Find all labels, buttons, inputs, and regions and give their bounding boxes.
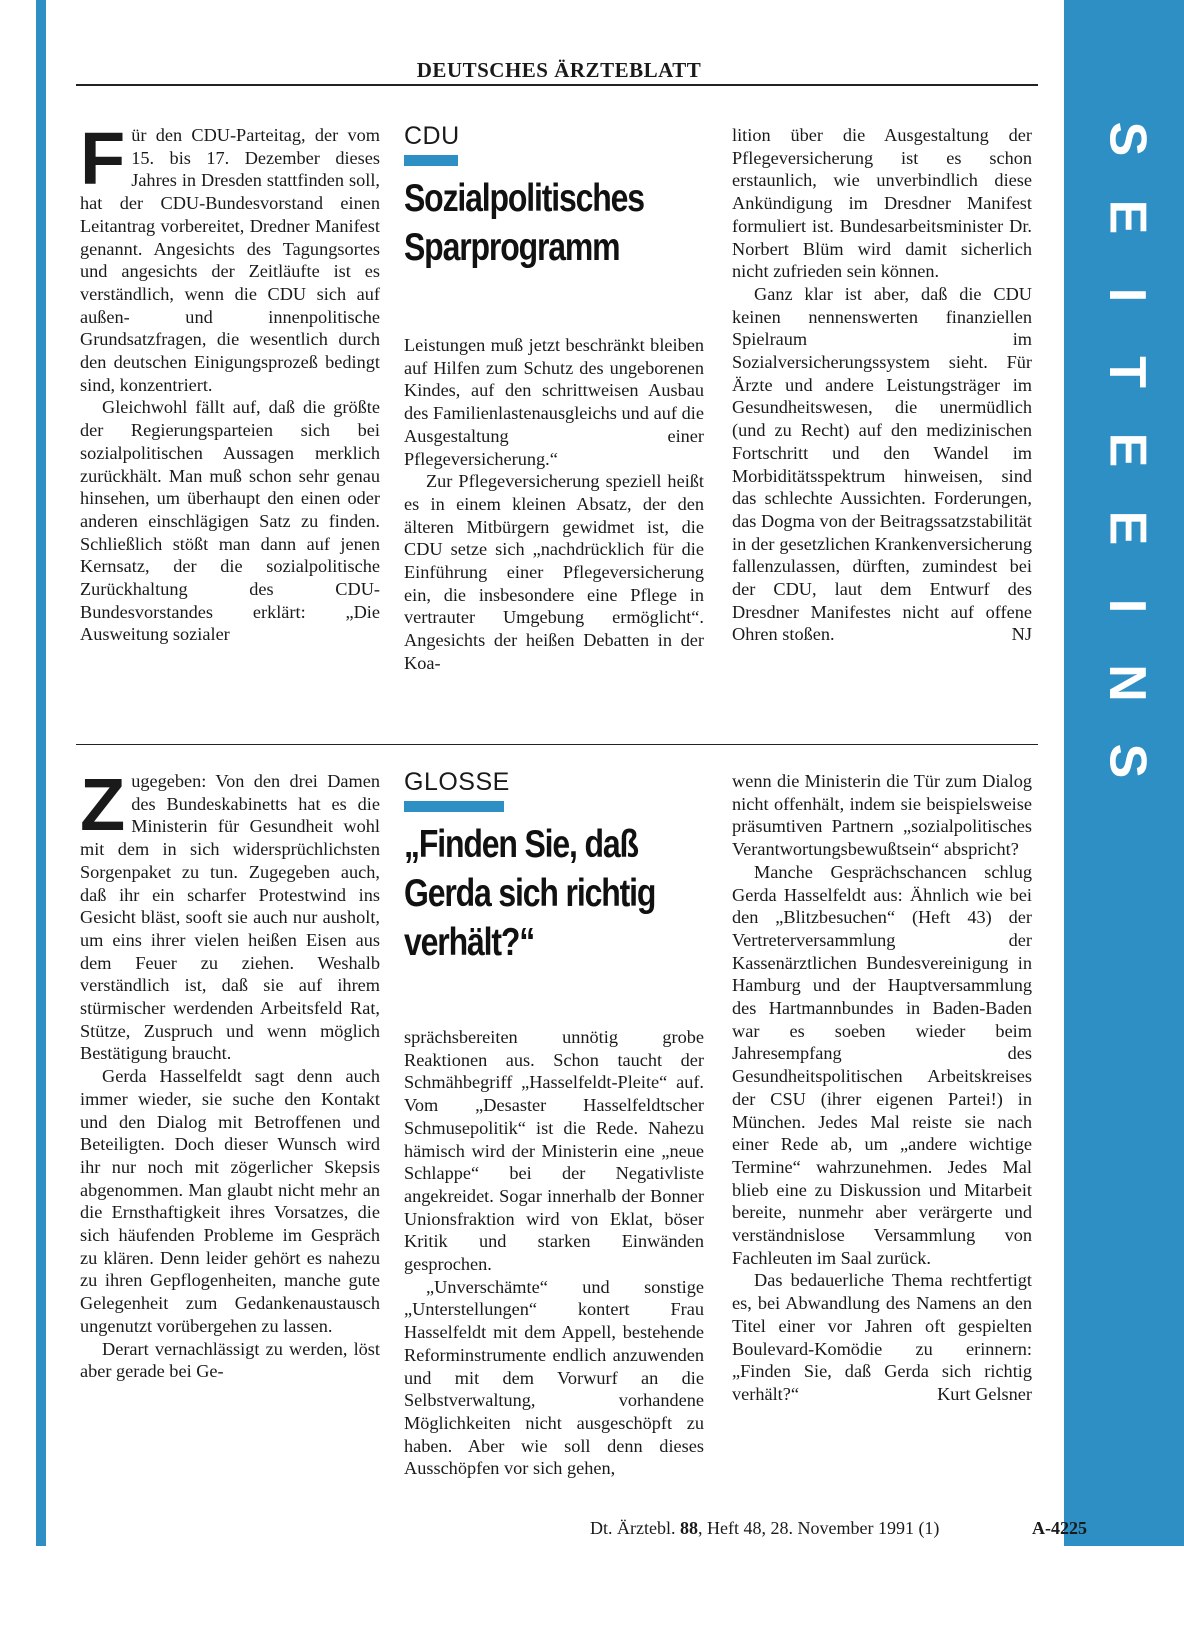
section-letter: E xyxy=(1098,432,1156,468)
article1-column-1 xyxy=(80,117,380,646)
article2-column-2 xyxy=(404,1026,704,1480)
paragraph: Derart vernachlässigt zu werden, löst aber gerade bei Ge- xyxy=(80,1338,380,1382)
paragraph: „Unverschämte“ und sonstige „Unterstellungen“ kontert Frau Hasselfeldt mit dem Appell, bestehende Reforminstrumente endlich anzuwenden und mit dem Vorwurf an die Selbstverwaltung, vorhandene Möglichkeiten nicht ausgeschöpft zu haben. Aber wie soll denn dieses Ausschöpfen vor sich gehen, xyxy=(404,1276,704,1479)
masthead: DEUTSCHES ÄRZTEBLATT xyxy=(416,58,702,82)
volume: 88 xyxy=(679,1518,698,1538)
paragraph: sprächsbereiten unnötig grobe Reaktionen aus. Schon taucht der Schmähbegriff „Hasselfeldt-Pleite“ auf. Vom „Desaster Hasselfeldtscher Schmusepolitik“ ist die Rede. Nahezu hämisch wird der Ministerin eine „neue Schlappe“ bei der Negativliste angekreidet. Sogar innerhalb der Bonner Unionsfraktion wird von Eklat, böser Kritik und starken Einwänden gesprochen. xyxy=(404,1027,704,1275)
headline: Sozialpolitisches Sparprogramm xyxy=(404,177,644,269)
article1-column-3 xyxy=(732,124,1032,646)
article2-header xyxy=(404,768,704,967)
article-divider xyxy=(76,744,1038,745)
article1-column-2 xyxy=(404,334,704,675)
dropcap: Z xyxy=(80,763,126,846)
section-label-vertical xyxy=(1064,110,1184,790)
section-letter: E xyxy=(1098,199,1156,235)
left-accent-bar xyxy=(36,0,46,1546)
article2-column-3 xyxy=(732,770,1032,1406)
kicker: GLOSSE xyxy=(404,768,510,796)
section-letter: N xyxy=(1098,664,1156,703)
paragraph: wenn die Ministerin die Tür zum Dialog nicht offenhält, indem sie beispielsweise präsumtiven Partnern „sozialpolitisches Verantwortungsbewußtsein“ abspricht? xyxy=(732,771,1032,860)
paragraph: ür den CDU-Parteitag, der vom 15. bis 17. Dezember dieses Jahres in Dresden stattfinden soll, hat der CDU-Bundesvorstand einen Leitantrag vorbereitet, Dredner Manifest genannt. Angesichts des Tagungsortes und angesichts der Zeitläufte ist es verständlich, wenn die CDU sich auf außen- und innenpolitische Grundsatzfragen, die wesentlich durch den deutschen Einigungsprozeß bedingt sind, konzentriert. xyxy=(80,125,380,395)
section-letter: S xyxy=(1098,743,1156,779)
page-code: A-4225 xyxy=(1032,1518,1087,1538)
headline: „Finden Sie, daß Gerda sich richtig verhält?“ xyxy=(404,823,656,964)
masthead-rule xyxy=(76,84,1038,86)
paragraph: Manche Gesprächschancen schlug Gerda Hasselfeldt aus: Ähnlich wie bei den „Blitzbesuchen“ (Heft 43) der Vertreterversammlung der Kassenärztlichen Bundesvereinigung in Hamburg und der Hauptversammlung des Hartmannbundes in Baden-Baden war es soeben wieder beim Jahresempfang des Gesundheitspolitischen Arbeitskreises der CSU (ihrer eigenen Partei!) in München. Jedes Mal reiste sie nach einer Rede ab, um „andere wichtige Termine“ wahrzunehmen. Jedes Mal blieb eine zu Diskussion und Mitarbeit bereite, nunmehr aber verärgerte und verständnislose Versammlung von Fachleuten im Saal zurück. xyxy=(732,861,1032,1268)
signature: Kurt Gelsner xyxy=(937,1383,1032,1404)
dropcap: F xyxy=(80,117,126,200)
footer-citation xyxy=(590,1518,939,1539)
signature: NJ xyxy=(1011,624,1032,645)
paragraph: Das bedauerliche Thema rechtfertigt es, bei Abwandlung des Namens an den Titel einer vor Jahren oft gespielten Boulevard-Komödie zu erinnern: „Finden Sie, daß Gerda sich richtig verhält?“ xyxy=(732,1270,1032,1404)
paragraph: lition über die Ausgestaltung der Pflegeversicherung ist es schon erstaunlich, wie unverbindlich diese Ankündigung im Dresdner Manifest formuliert ist. Bundesarbeitsminister Dr. Norbert Blüm wird damit sicherlich nicht zufrieden sein können. xyxy=(732,125,1032,282)
kicker: CDU xyxy=(404,122,460,150)
article1-header xyxy=(404,122,704,272)
paragraph: Gleichwohl fällt auf, daß die größte der Regierungsparteien sich bei sozialpolitischen Aussagen merklich zurückhält. Man muß schon sehr genau hinsehen, um überhaupt den einen oder anderen einschlägigen Satz zu finden. Schließlich stößt man dann auf jenen Kernsatz, der die sozialpolitische Zurückhaltung des CDU-Bundesvorstandes erklärt: „Die Ausweitung sozialer xyxy=(80,397,380,645)
journal-name: Dt. Ärztebl. xyxy=(590,1518,676,1538)
paragraph: Leistungen muß jetzt beschränkt bleiben auf Hilfen zum Schutz des ungeborenen Kindes, auf den schrittweisen Ausbau des Familienlastenausgleichs und auf die Ausgestaltung einer Pflegeversicherung.“ xyxy=(404,335,704,469)
issue-date: , Heft 48, 28. November 1991 (1) xyxy=(697,1518,940,1538)
kicker-bar xyxy=(404,155,458,166)
paragraph: Gerda Hasselfeldt sagt denn auch immer wieder, sie suche den Kontakt und den Dialog mit Betroffenen und Beteiligten. Doch dieser Wunsch wird ihr nur noch mit zögerlicher Skepsis abgenommen. Man glaubt nicht mehr an die Ernsthaftigkeit ihres Vorsatzes, die sich häufenden Probleme im Gespräch zu klären. Denn leider gehört es nahezu zu ihren Gepflogenheiten, manche gute Gelegenheit zum Gedankenaustausch ungenutzt vorübergehen zu lassen. xyxy=(80,1066,380,1336)
section-letter: I xyxy=(1097,598,1156,613)
paragraph: Ganz klar ist aber, daß die CDU keinen nennenswerten finanziellen Spielraum im Sozialversicherungssystem sieht. Für Ärzte und andere Leistungsträger im Gesundheitswesen, die unermüdlich (und zu Recht) auf den medizinischen Fortschritt und den Wandel im Morbiditätsspektrum hinweisen, sind das schlechte Aussichten. Forderungen, das Dogma von der Beitragssatzstabilität in der gesetzlichen Krankenversicherung fallenzulassen, dürften, zumindest bei der CDU, laut dem Entwurf des Dresdner Manifestes nicht auf offene Ohren stoßen. xyxy=(732,283,1032,645)
article2-column-1 xyxy=(80,763,380,1383)
section-letter: E xyxy=(1098,510,1156,546)
section-letter: S xyxy=(1098,121,1156,157)
paragraph: ugegeben: Von den drei Damen des Bundeskabinetts hat es die Ministerin für Gesundheit wohl mit dem in sich widersprüchlichsten Sorgenpaket zu tun. Zugegeben auch, daß ihr ein scharfer Protestwind ins Gesicht bläst, sooft sie auch nur ausholt, um eins ihrer vielen heißen Eisen aus dem Feuer zu ziehen. Weshalb verständlich ist, daß sie auf ihrem stürmischer werdenden Arbeitsfeld Rat, Stütze, Zuspruch und wenn möglich Bestätigung braucht. xyxy=(80,771,380,1064)
section-letter: I xyxy=(1097,287,1156,302)
paragraph: Zur Pflegeversicherung speziell heißt es in einem kleinen Absatz, der den älteren Mitbürgern gewidmet ist, die CDU setze sich „nachdrücklich für die Einführung einer Pflegeversicherung ein, die insbesondere eine Pflege in vertrauter Umgebung ermöglicht“. Angesichts der heißen Debatten in der Koa- xyxy=(404,471,704,673)
section-letter: T xyxy=(1097,356,1156,389)
kicker-bar xyxy=(404,801,504,812)
